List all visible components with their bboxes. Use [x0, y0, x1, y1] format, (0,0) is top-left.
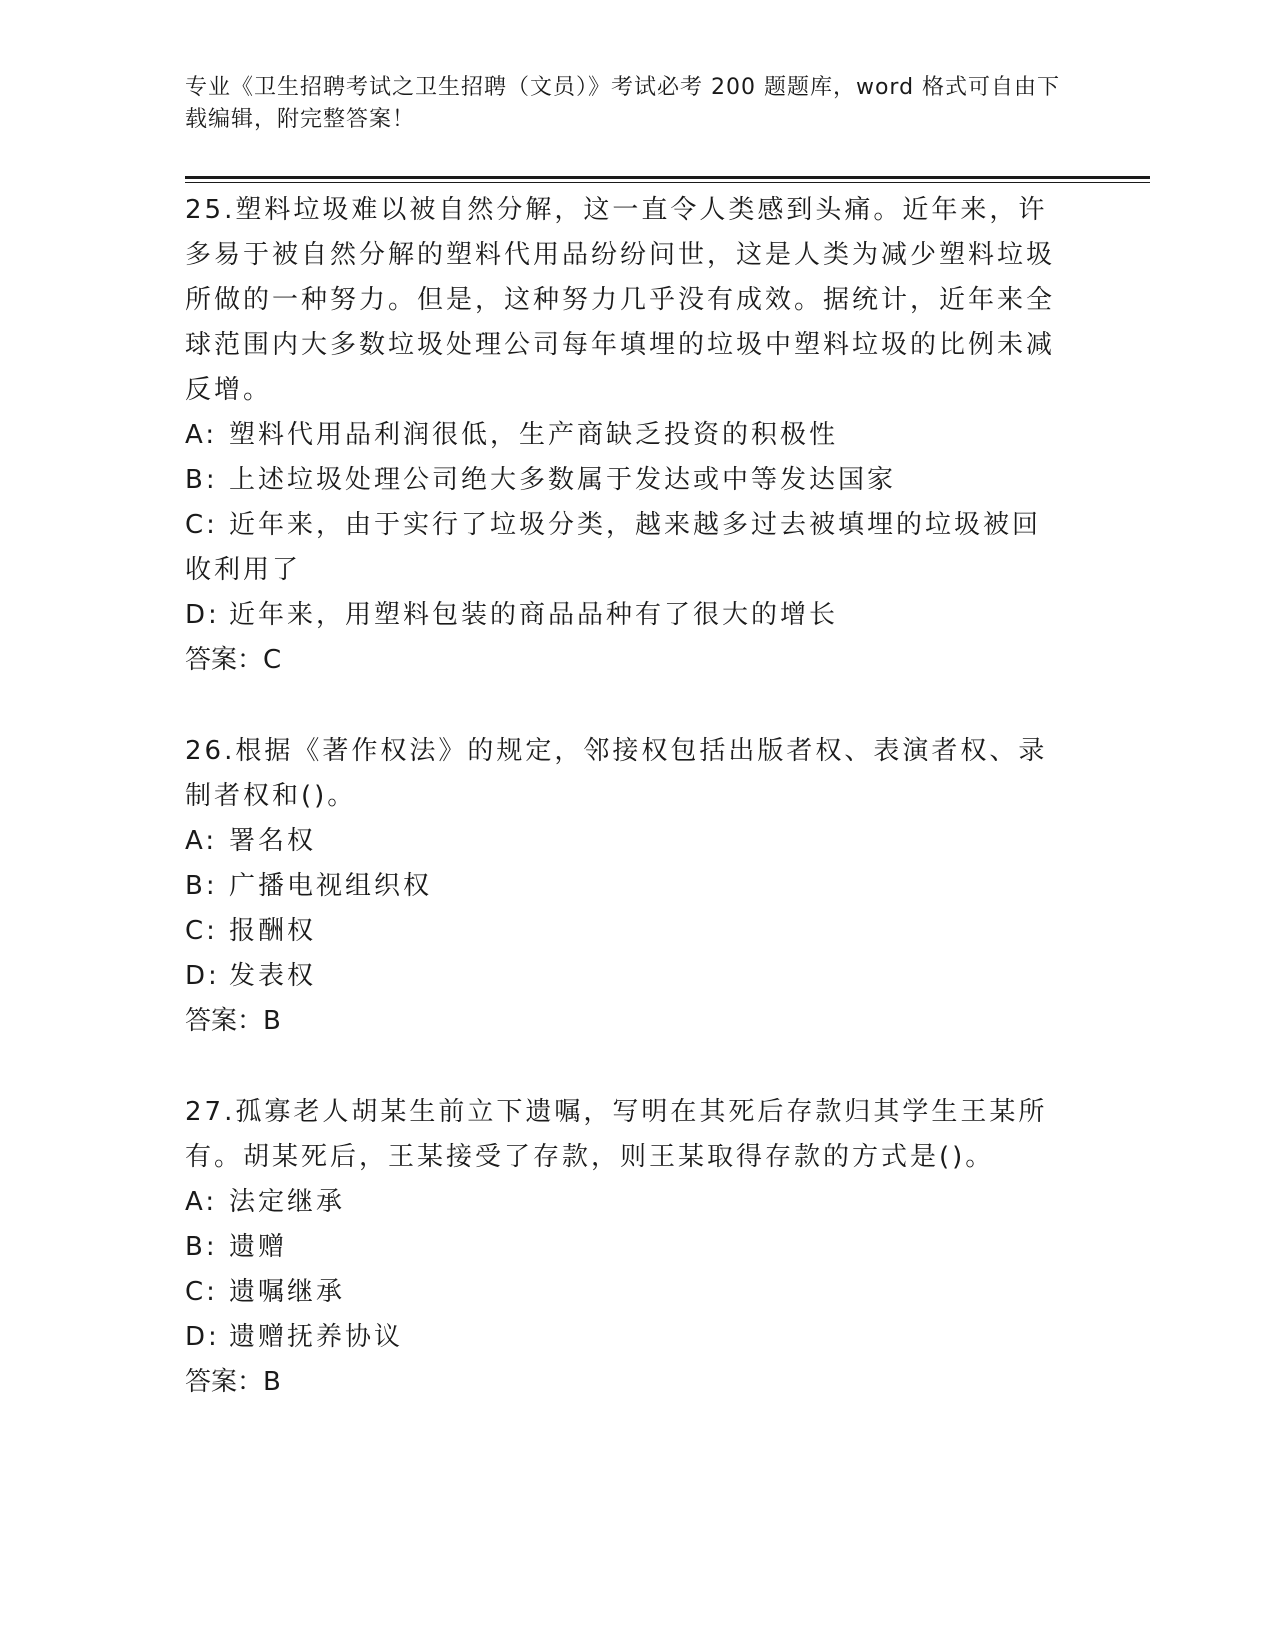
option-d — [185, 1315, 1065, 1360]
option-d — [185, 593, 1065, 638]
answer-line — [185, 1360, 1065, 1405]
option-text: 近年来，由于实行了垃圾分类，越来越多过去被填埋的垃圾被回收利用了 — [185, 510, 1042, 585]
option-text: 法定继承 — [229, 1187, 346, 1217]
answer-line — [185, 999, 1065, 1044]
question-number: 26. — [185, 736, 236, 766]
option-text: 署名权 — [229, 826, 317, 856]
option-letter: C: — [185, 1277, 218, 1307]
option-letter: A: — [185, 1187, 218, 1217]
answer-line — [185, 638, 1065, 683]
answer-value: B — [263, 1006, 281, 1036]
question-number: 25. — [185, 195, 236, 225]
option-text: 报酬权 — [229, 916, 317, 946]
option-a — [185, 413, 1065, 458]
option-b — [185, 864, 1065, 909]
answer-label: 答案： — [185, 645, 264, 675]
document-header: 专业《卫生招聘考试之卫生招聘（文员）》考试必考 200 题题库，word 格式可自由下载编辑，附完整答案！ — [185, 75, 1061, 132]
question-stem — [185, 188, 1065, 413]
option-b — [185, 1225, 1065, 1270]
question-stem — [185, 729, 1065, 819]
option-c — [185, 909, 1065, 954]
option-letter: C: — [185, 916, 218, 946]
answer-value: C — [263, 645, 282, 675]
option-letter: B: — [185, 871, 218, 901]
option-b — [185, 458, 1065, 503]
question-text: 根据《著作权法》的规定，邻接权包括出版者权、表演者权、录制者权和()。 — [185, 736, 1048, 811]
option-text: 近年来，用塑料包装的商品品种有了很大的增长 — [229, 600, 839, 630]
option-letter: D: — [185, 600, 220, 630]
option-text: 发表权 — [229, 961, 317, 991]
option-letter: B: — [185, 465, 218, 495]
option-letter: A: — [185, 420, 218, 450]
option-c — [185, 1270, 1065, 1315]
question-list — [185, 188, 1065, 1451]
question-27 — [185, 1090, 1065, 1405]
option-c — [185, 503, 1065, 593]
option-letter: B: — [185, 1232, 218, 1262]
option-letter: C: — [185, 510, 218, 540]
option-a — [185, 819, 1065, 864]
option-text: 遗赠 — [229, 1232, 288, 1262]
option-letter: A: — [185, 826, 218, 856]
question-text: 塑料垃圾难以被自然分解，这一直令人类感到头痛。近年来，许多易于被自然分解的塑料代用品纷纷问世，这是人类为减少塑料垃圾所做的一种努力。但是，这种努力几乎没有成效。据统计，近年来全球范围内大多数垃圾处理公司每年填埋的垃圾中塑料垃圾的比例未减反增。 — [185, 195, 1056, 405]
answer-value: B — [263, 1367, 281, 1397]
option-letter: D: — [185, 1322, 220, 1352]
question-stem — [185, 1090, 1065, 1180]
question-number: 27. — [185, 1097, 236, 1127]
option-text: 广播电视组织权 — [229, 871, 433, 901]
question-text: 孤寡老人胡某生前立下遗嘱，写明在其死后存款归其学生王某所有。胡某死后，王某接受了存款，则王某取得存款的方式是()。 — [185, 1097, 1048, 1172]
header-divider-thin — [185, 182, 1150, 183]
header-divider-thick — [185, 176, 1150, 179]
option-letter: D: — [185, 961, 220, 991]
option-text: 遗嘱继承 — [229, 1277, 346, 1307]
option-text: 遗赠抚养协议 — [229, 1322, 404, 1352]
question-25 — [185, 188, 1065, 683]
option-text: 上述垃圾处理公司绝大多数属于发达或中等发达国家 — [229, 465, 897, 495]
option-text: 塑料代用品利润很低，生产商缺乏投资的积极性 — [229, 420, 839, 450]
question-26 — [185, 729, 1065, 1044]
answer-label: 答案： — [185, 1006, 264, 1036]
answer-label: 答案： — [185, 1367, 264, 1397]
option-d — [185, 954, 1065, 999]
option-a — [185, 1180, 1065, 1225]
